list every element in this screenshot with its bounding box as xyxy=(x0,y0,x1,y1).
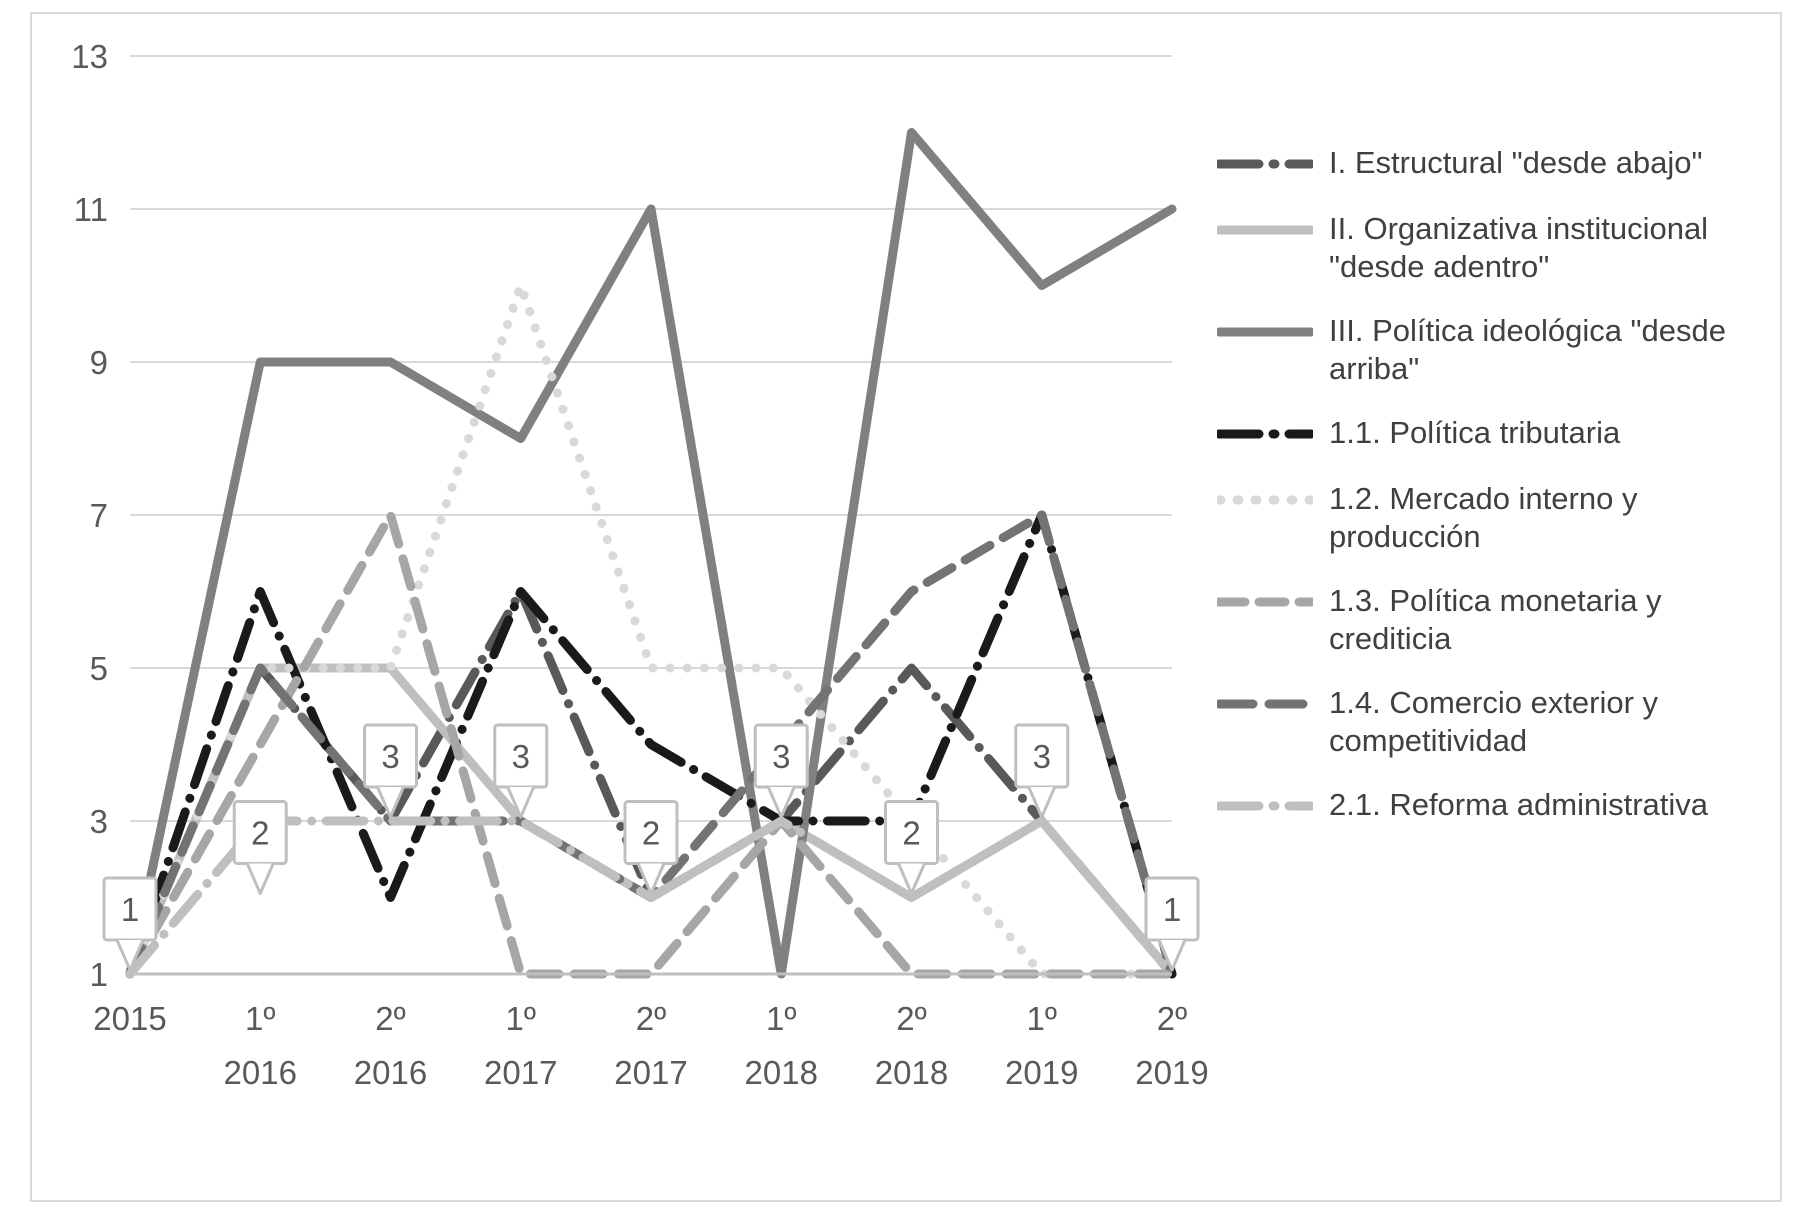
x-axis-tick-label: 2º xyxy=(896,1000,927,1037)
x-axis-tick-label: 2018 xyxy=(744,1054,818,1091)
x-axis-tick-label: 2018 xyxy=(874,1054,949,1091)
x-axis-tick-label: 2º xyxy=(1156,1000,1188,1037)
legend-label: III. Política ideológica "desde arriba" xyxy=(1329,313,1727,386)
y-axis-tick-label: 13 xyxy=(71,38,108,75)
svg-text:2: 2 xyxy=(902,814,921,852)
legend-item xyxy=(1217,786,1777,826)
data-label-callout xyxy=(886,802,938,894)
legend-swatch-dotted-icon xyxy=(1217,480,1313,520)
y-axis-tick-label: 7 xyxy=(89,497,108,534)
legend-swatch-solid-icon xyxy=(1217,210,1313,250)
svg-text:1: 1 xyxy=(1162,891,1182,928)
legend-label: 2.1. Reforma administrativa xyxy=(1329,787,1709,822)
svg-text:3: 3 xyxy=(511,738,530,775)
legend-item xyxy=(1217,684,1777,760)
legend-label: 1.2. Mercado interno y producción xyxy=(1329,481,1638,554)
x-axis-tick-label: 1º xyxy=(1026,1000,1057,1037)
x-axis-tick-label: 1º xyxy=(505,1000,536,1037)
y-axis-tick-label: 3 xyxy=(89,803,108,840)
svg-text:3: 3 xyxy=(381,738,400,775)
x-axis-tick-label: 2019 xyxy=(1005,1054,1079,1091)
chart-legend xyxy=(1217,144,1777,1044)
chart-frame xyxy=(30,12,1782,1202)
x-axis-tick-label: 2015 xyxy=(93,1000,167,1037)
y-axis-tick-label: 9 xyxy=(89,344,108,381)
legend-swatch-dashed-icon xyxy=(1217,684,1313,724)
legend-item xyxy=(1217,414,1777,454)
x-axis-tick-label: 1º xyxy=(766,1000,797,1037)
x-axis-tick-label: 2º xyxy=(375,1000,406,1037)
legend-swatch-dash-dot-icon xyxy=(1217,414,1313,454)
x-axis-tick-label: 2016 xyxy=(223,1054,297,1091)
x-axis-tick-label: 2019 xyxy=(1135,1054,1209,1091)
plot-area xyxy=(32,14,1212,1204)
x-axis-tick-label: 2º xyxy=(635,1000,667,1037)
y-axis-tick-label: 5 xyxy=(89,650,108,687)
line-chart-svg xyxy=(32,14,1212,1204)
legend-item xyxy=(1217,312,1777,388)
legend-label: I. Estructural "desde abajo" xyxy=(1329,145,1703,180)
svg-text:2: 2 xyxy=(641,814,661,852)
legend-item xyxy=(1217,582,1777,658)
legend-swatch-dash-dot-icon xyxy=(1217,786,1313,826)
y-axis-tick-label: 11 xyxy=(73,191,108,228)
svg-text:3: 3 xyxy=(772,738,791,775)
legend-label: 1.3. Política monetaria y crediticia xyxy=(1329,583,1662,656)
legend-label: II. Organizativa institucional "desde adentro" xyxy=(1329,211,1709,284)
x-axis-tick-label: 2016 xyxy=(353,1054,428,1091)
x-axis-tick-label: 2017 xyxy=(614,1054,688,1091)
legend-swatch-solid-icon xyxy=(1217,312,1313,352)
x-axis-tick-label: 1º xyxy=(245,1000,276,1037)
legend-swatch-dashed-icon xyxy=(1217,582,1313,622)
legend-item xyxy=(1217,144,1777,184)
svg-text:2: 2 xyxy=(251,814,270,852)
legend-label: 1.1. Política tributaria xyxy=(1329,415,1621,450)
legend-item xyxy=(1217,480,1777,556)
data-label-callout xyxy=(234,802,286,894)
legend-swatch-dash-dot-icon xyxy=(1217,144,1313,184)
svg-text:1: 1 xyxy=(120,891,140,928)
legend-label: 1.4. Comercio exterior y competitividad xyxy=(1329,685,1659,758)
svg-text:3: 3 xyxy=(1032,738,1051,775)
legend-item xyxy=(1217,210,1777,286)
x-axis-tick-label: 2017 xyxy=(484,1054,558,1091)
y-axis-tick-label: 1 xyxy=(89,956,108,993)
data-label-callout xyxy=(1016,725,1068,817)
